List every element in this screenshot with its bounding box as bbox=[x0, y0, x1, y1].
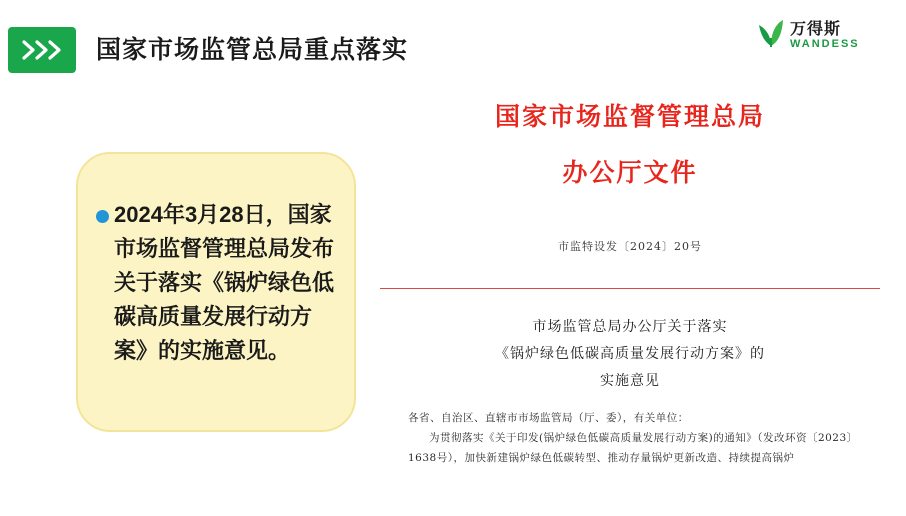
highlight-note-card bbox=[76, 152, 356, 432]
document-subject bbox=[380, 314, 880, 395]
bullet-dot-icon bbox=[96, 210, 109, 223]
double-chevron-right-icon bbox=[20, 39, 64, 61]
document-body bbox=[408, 408, 854, 468]
document-office-title: 办公厅文件 bbox=[562, 158, 698, 187]
document-divider bbox=[380, 288, 880, 289]
page-title: 国家市场监管总局重点落实 bbox=[96, 36, 409, 64]
brand-subtitle: WANDESS bbox=[790, 38, 860, 50]
brand-logo bbox=[756, 12, 888, 62]
header-badge bbox=[8, 27, 76, 73]
note-text: 2024年3月28日，国家市场监督管理总局发布关于落实《锅炉绿色低碳高质量发展行动方案》的实施意见。 bbox=[114, 202, 335, 363]
official-document bbox=[380, 96, 880, 516]
document-paragraph: 为贯彻落实《关于印发(锅炉绿色低碳高质量发展行动方案)的通知》（发改环资〔2023〕1638号），加快新建锅炉绿色低碳转型、推动存量锅炉更新改造、持续提高锅炉 bbox=[408, 432, 853, 464]
brand-name: 万得斯 bbox=[790, 21, 842, 38]
page-header bbox=[0, 0, 906, 84]
leaf-logo-icon bbox=[756, 16, 786, 48]
bottom-clip bbox=[0, 505, 906, 515]
document-subject-line-2: 《锅炉绿色低碳高质量发展行动方案》的 bbox=[495, 346, 765, 362]
document-subject-line-3: 实施意见 bbox=[600, 373, 660, 389]
document-number: 市监特设发〔2024〕20号 bbox=[558, 240, 702, 253]
document-subject-line-1: 市场监管总局办公厅关于落实 bbox=[532, 319, 728, 335]
document-salutation: 各省、自治区、直辖市市场监管局（厅、委），有关单位： bbox=[408, 412, 689, 424]
document-org-title: 国家市场监督管理总局 bbox=[494, 102, 765, 131]
